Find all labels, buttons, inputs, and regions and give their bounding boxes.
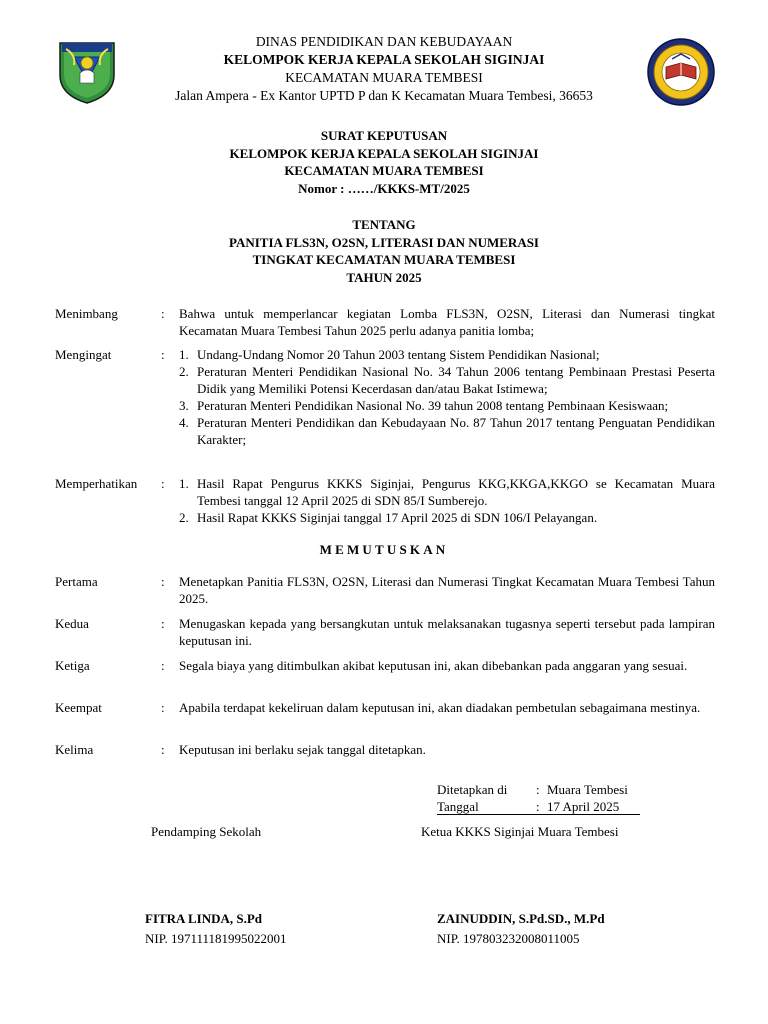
list-number: 3. — [179, 398, 189, 413]
decision-label: Pertama — [55, 574, 98, 589]
colon: : — [161, 616, 165, 631]
decision-label: Kelima — [55, 742, 94, 757]
kkks-seal-logo — [646, 37, 716, 107]
decision-label: Keempat — [55, 700, 102, 715]
menimbang-label: Menimbang — [55, 306, 118, 321]
decision-label: Kedua — [55, 616, 89, 631]
list-number: 2. — [179, 364, 189, 379]
colon: : — [161, 574, 165, 589]
letterhead-line-2: KELOMPOK KERJA KEPALA SEKOLAH SIGINJAI — [223, 52, 545, 67]
colon: : — [161, 700, 165, 715]
right-signatory-nip: NIP. 197803232008011005 — [437, 931, 580, 946]
left-signatory-name: FITRA LINDA, S.Pd — [145, 911, 263, 926]
memutuskan-heading: MEMUTUSKAN — [319, 542, 449, 557]
subject-line-4: TAHUN 2025 — [346, 269, 422, 285]
colon: : — [161, 742, 165, 757]
list-text: Hasil Rapat Pengurus KKKS Siginjai, Pengurus KKG,KKGA,KKGO se Kecamatan Muara Tembesi tanggal 12 April 2025 di SDN 85/I Sumberejo. — [197, 476, 715, 508]
decision-text: Menetapkan Panitia FLS3N, O2SN, Literasi dan Numerasi Tingkat Kecamatan Muara Tembesi Tahun 2025. — [179, 574, 715, 606]
subject-line-2: PANITIA FLS3N, O2SN, LITERASI DAN NUMERASI — [228, 234, 539, 250]
list-text: Undang-Undang Nomor 20 Tahun 2003 tentang Sistem Pendidikan Nasional; — [197, 347, 600, 362]
list-text: Peraturan Menteri Pendidikan dan Kebudayaan No. 87 Tahun 2017 tentang Penguatan Pendidikan Karakter; — [197, 415, 715, 447]
memperhatikan-list — [179, 475, 715, 526]
tanggal-value: 17 April 2025 — [547, 799, 620, 814]
letterhead-address: Jalan Ampera - Ex Kantor UPTD P dan K Kecamatan Muara Tembesi, 36653 — [175, 88, 593, 103]
letterhead-text — [140, 33, 628, 105]
letterhead-line-1: DINAS PENDIDIKAN DAN KEBUDAYAAN — [255, 34, 513, 49]
left-signatory-nip: NIP. 197111181995022001 — [145, 931, 287, 946]
list-item — [179, 475, 715, 509]
list-text: Peraturan Menteri Pendidikan Nasional No. 34 Tahun 2006 tentang Pembinaan Prestasi Peserta Didik yang Memiliki Potensi Kecerdasan dan/atau Bakat Istimewa; — [197, 364, 715, 396]
ditetapkan-line — [437, 781, 657, 798]
title-line-1: SURAT KEPUTUSAN — [320, 128, 448, 143]
list-number: 1. — [179, 476, 189, 491]
list-text: Peraturan Menteri Pendidikan Nasional No. 39 tahun 2008 tentang Pembinaan Kesiswaan; — [197, 398, 669, 413]
ditetapkan-label: Ditetapkan di — [437, 782, 508, 797]
decree-number: Nomor : ……/KKKS-MT/2025 — [298, 180, 470, 196]
list-item — [179, 346, 715, 363]
decree-subject — [0, 216, 768, 286]
list-item — [179, 397, 715, 414]
list-text: Hasil Rapat KKKS Siginjai tanggal 17 April 2025 di SDN 106/I Pelayangan. — [197, 510, 598, 525]
title-line-2: KELOMPOK KERJA KEPALA SEKOLAH SIGINJAI — [229, 145, 539, 161]
list-number: 4. — [179, 415, 189, 430]
tanggal-label: Tanggal — [437, 799, 479, 814]
menimbang-text: Bahwa untuk memperlancar kegiatan Lomba FLS3N, O2SN, Literasi dan Numerasi tingkat Kecamatan Muara Tembesi Tahun 2025 perlu adanya panitia lomba; — [179, 306, 715, 338]
decision-text: Menugaskan kepada yang bersangkutan untuk melaksanakan tugasnya seperti tersebut pada lampiran keputusan ini. — [179, 616, 715, 648]
title-line-3: KECAMATAN MUARA TEMBESI — [284, 163, 484, 178]
colon: : — [536, 799, 540, 814]
colon: : — [536, 782, 540, 797]
list-item — [179, 363, 715, 397]
mengingat-list — [179, 346, 715, 448]
subject-line-3: TINGKAT KECAMATAN MUARA TEMBESI — [252, 252, 516, 267]
decree-title — [0, 127, 768, 197]
place-date-block — [437, 781, 657, 815]
memperhatikan-label: Memperhatikan — [55, 476, 138, 491]
mengingat-label: Mengingat — [55, 347, 112, 362]
decision-text: Keputusan ini berlaku sejak tanggal ditetapkan. — [179, 742, 426, 757]
ditetapkan-value: Muara Tembesi — [547, 782, 628, 797]
decision-text: Apabila terdapat kekeliruan dalam keputusan ini, akan diadakan pembetulan sebagaimana mestinya. — [179, 700, 701, 715]
subject-line-1: TENTANG — [352, 217, 416, 232]
list-item — [179, 414, 715, 448]
right-signatory-role: Ketua KKKS Siginjai Muara Tembesi — [421, 824, 619, 839]
tanggal-line — [437, 798, 640, 815]
letterhead — [0, 33, 768, 105]
list-number: 1. — [179, 347, 189, 362]
decision-label: Ketiga — [55, 658, 90, 673]
right-signatory-name: ZAINUDDIN, S.Pd.SD., M.Pd — [437, 911, 605, 926]
tut-wuri-handayani-logo — [54, 37, 120, 105]
colon: : — [161, 347, 165, 362]
colon: : — [161, 476, 165, 491]
letterhead-line-3: KECAMATAN MUARA TEMBESI — [285, 70, 483, 85]
decision-text: Segala biaya yang ditimbulkan akibat keputusan ini, akan dibebankan pada anggaran yang sesuai. — [179, 658, 688, 673]
list-number: 2. — [179, 510, 189, 525]
left-signatory-role: Pendamping Sekolah — [151, 824, 262, 839]
list-item — [179, 509, 715, 526]
colon: : — [161, 306, 165, 321]
colon: : — [161, 658, 165, 673]
